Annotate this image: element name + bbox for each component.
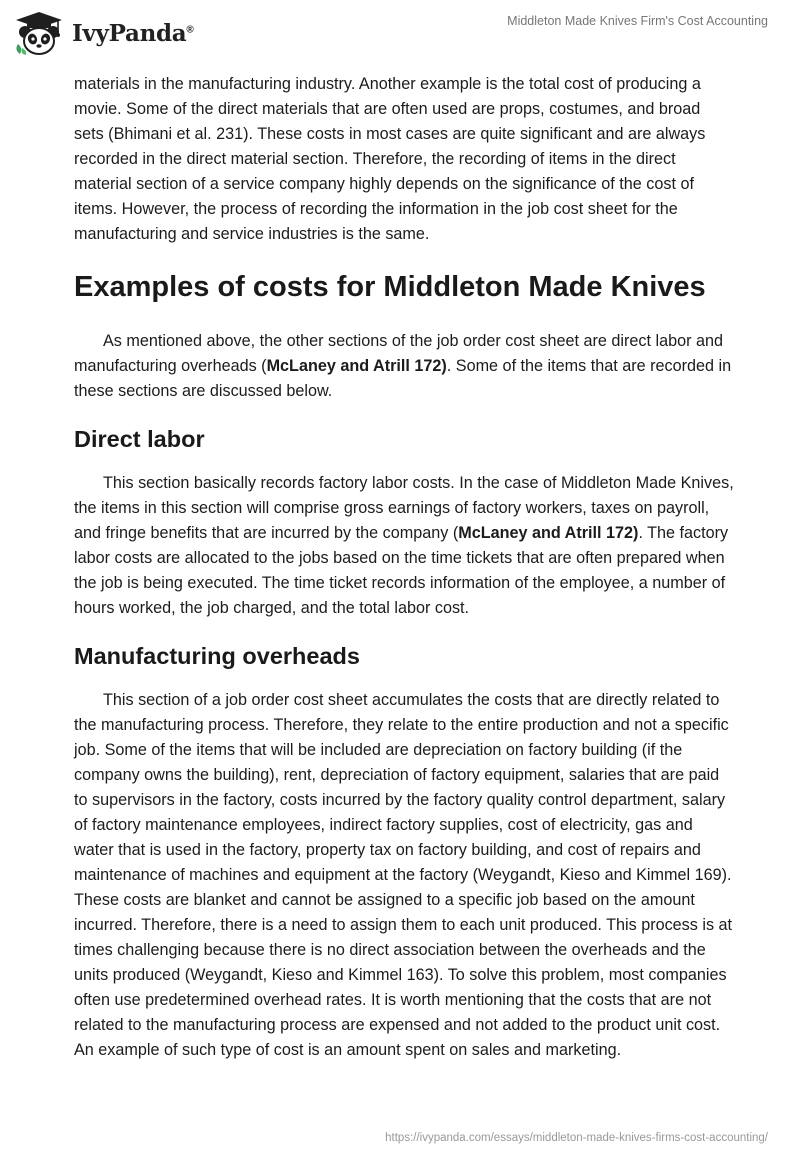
essay-body bbox=[74, 72, 734, 1063]
citation-mclaney-atrill: McLaney and Atrill 172) bbox=[266, 357, 447, 375]
source-url[interactable]: https://ivypanda.com/essays/middleton-made-knives-firms-cost-accounting/ bbox=[385, 1132, 768, 1144]
citation-mclaney-atrill: McLaney and Atrill 172) bbox=[458, 524, 639, 542]
subheading-direct-labor: Direct labor bbox=[74, 426, 205, 452]
document-title: Middleton Made Knives Firm's Cost Accounting bbox=[507, 14, 768, 28]
ivypanda-logo[interactable] bbox=[14, 10, 193, 56]
paragraph-direct-labor: This section basically records factory labor costs. In the case of Middleton Made Knives, the items in this section will comprise gross earnings of factory workers, taxes on payroll, and fringe benefits that are incurred by the company (McLaney and Atrill 172). The factory labor costs are allocated to the jobs based on the time tickets that are often prepared when the job is being executed. The time ticket records information of the employee, a number of hours worked, the job charged, and the total labor cost. bbox=[74, 474, 734, 617]
subheading-manufacturing-overheads: Manufacturing overheads bbox=[74, 643, 360, 669]
paragraph-intro-continued: materials in the manufacturing industry. Another example is the total cost of producing a movie. Some of the direct materials that are often used are props, costumes, and broad sets (Bhimani et al. 231). These costs in most cases are quite significant and are always recorded in the direct material section. Therefore, the recording of items in the direct material section of a service company highly depends on the significance of the cost of items. However, the process of recording the information in the job cost sheet for the manufacturing and service industries is the same. bbox=[74, 75, 706, 243]
panda-graduate-icon bbox=[14, 10, 64, 56]
paragraph-manufacturing-overheads: This section of a job order cost sheet accumulates the costs that are directly related to the manufacturing process. Therefore, they relate to the entire production and not a specific job. Some of the items that will be included are depreciation on factory building (if the company owns the building), rent, depreciation of factory equipment, salaries that are paid to supervisors in the factory, costs incurred by the factory quality control department, salary of factory maintenance employees, indirect factory supplies, cost of electricity, gas and water that is used in the factory, property tax on factory building, and cost of repairs and maintenance of machines and equipment at the factory (Weygandt, Kieso and Kimmel 169). These costs are blanket and cannot be assigned to a specific job based on the amount incurred. Therefore, there is a need to assign them to each unit produced. This process is at times challenging because there is no direct association between the overheads and the units produced (Weygandt, Kieso and Kimmel 163). To solve this problem, most companies often use predetermined overhead rates. It is worth mentioning that the costs that are not related to the manufacturing process are expensed and not added to the product unit cost. An example of such type of cost is an amount spent on sales and marketing. bbox=[74, 691, 733, 1059]
page-header bbox=[0, 0, 800, 70]
section-heading-examples: Examples of costs for Middleton Made Knives bbox=[74, 271, 706, 303]
brand-name: IvyPanda® bbox=[72, 19, 194, 47]
paragraph-examples: As mentioned above, the other sections of the job order cost sheet are direct labor and manufacturing overheads (McLaney and Atrill 172). Some of the items that are recorded in these sections are discussed below. bbox=[74, 332, 732, 400]
